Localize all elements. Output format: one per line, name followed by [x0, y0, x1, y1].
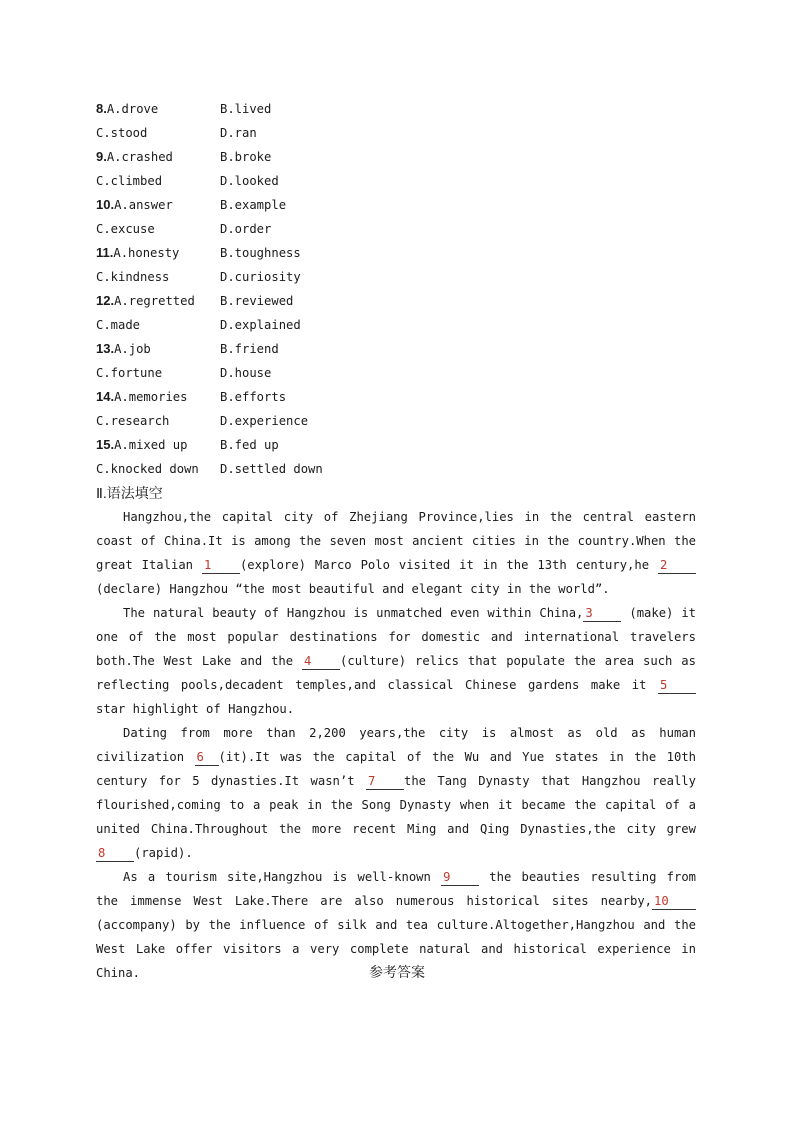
option-right: D.curiosity — [220, 270, 301, 284]
option-left — [96, 337, 151, 361]
option-text: C.kindness — [96, 270, 170, 284]
option-row — [96, 217, 696, 241]
passage-paragraph — [96, 601, 696, 721]
passage-text: the Tang Dynasty that Hangzhou really flourished,coming to a peak in the Song Dynasty when it became the capital of a united China.Throughout the more recent Ming and Qing Dynasties,the city grew — [96, 774, 696, 836]
question-number: 10. — [96, 197, 115, 212]
answer-blank[interactable]: 9 — [441, 869, 479, 886]
answer-blank[interactable]: 5 — [658, 677, 696, 694]
option-left — [96, 289, 195, 313]
answer-blank[interactable]: 8 — [96, 845, 134, 862]
option-row — [96, 241, 696, 265]
passage-text: (it).It was the capital of the Wu and Yue states in the 10th century for 5 dynasties.It wasn’t — [96, 750, 697, 788]
option-row — [96, 169, 696, 193]
question-number: 12. — [96, 293, 115, 308]
passage-text: (declare) Hangzhou “the most beautiful and elegant city in the world”. — [96, 582, 610, 596]
option-row — [96, 97, 696, 121]
answer-blank[interactable]: 1 — [202, 557, 240, 574]
option-row — [96, 457, 696, 481]
answer-blank[interactable]: 4 — [302, 653, 340, 670]
option-left — [96, 457, 199, 481]
question-number: 9. — [96, 149, 107, 164]
answer-blank[interactable]: 2 — [658, 557, 696, 574]
option-right: B.lived — [220, 102, 272, 116]
answers-title: 参考答案 — [369, 964, 425, 980]
option-right: D.experience — [220, 414, 309, 428]
option-row — [96, 409, 696, 433]
option-row — [96, 337, 696, 361]
option-right: D.order — [220, 222, 272, 236]
option-text: C.excuse — [96, 222, 155, 236]
answer-blank[interactable]: 6 — [195, 749, 219, 766]
option-left — [96, 217, 155, 241]
option-right: D.house — [220, 366, 272, 380]
option-text: A.memories — [114, 390, 188, 404]
option-text: A.job — [114, 342, 151, 356]
option-right: B.efforts — [220, 390, 287, 404]
option-row — [96, 265, 696, 289]
passage-text: Hangzhou,the capital city of Zhejiang Province,lies in the central eastern coast of China.It is among the seven most ancient cities in the country.When the great Italian — [96, 510, 696, 572]
option-right: B.broke — [220, 150, 272, 164]
question-number: 14. — [96, 389, 115, 404]
option-text: A.answer — [114, 198, 173, 212]
option-text: C.research — [96, 414, 170, 428]
passage-paragraph — [96, 721, 696, 865]
option-right: D.ran — [220, 126, 257, 140]
passage-text: (accompany) by the influence of silk and tea culture.Altogether,Hangzhou and the West Lake offer visitors a very complete natural and historical experience in China. — [96, 918, 696, 980]
option-text: A.crashed — [106, 150, 173, 164]
passage-text: As a tourism site,Hangzhou is well-known — [123, 870, 442, 884]
answer-blank[interactable]: 10 — [652, 893, 696, 910]
option-left — [96, 265, 169, 289]
passage-text: Dating from more than 2,200 years,the city is almost as old as human civilization — [96, 726, 696, 764]
option-text: C.climbed — [96, 174, 163, 188]
option-right: D.looked — [220, 174, 279, 188]
option-row — [96, 361, 696, 385]
option-text: C.stood — [96, 126, 148, 140]
option-left — [96, 193, 173, 217]
option-right: D.explained — [220, 318, 301, 332]
passage-text: The natural beauty of Hangzhou is unmatched even within China, — [123, 606, 584, 620]
passage-text: the beauties resulting from the immense West Lake.There are also numerous historical sites nearby, — [96, 870, 696, 908]
option-left — [96, 121, 147, 145]
question-number: 11. — [96, 245, 114, 260]
option-left — [96, 145, 173, 169]
option-row — [96, 193, 696, 217]
option-text: C.made — [96, 318, 141, 332]
option-text: A.regretted — [114, 294, 195, 308]
answer-blank[interactable]: 3 — [583, 605, 621, 622]
section-title: Ⅱ.语法填空 — [96, 485, 163, 501]
option-row — [96, 385, 696, 409]
option-left — [96, 241, 179, 265]
option-row — [96, 121, 696, 145]
answer-blank[interactable]: 7 — [366, 773, 404, 790]
option-row — [96, 145, 696, 169]
option-text: C.knocked down — [96, 462, 199, 476]
question-number: 13. — [96, 341, 115, 356]
passage-text: (rapid). — [134, 846, 193, 860]
passage-text: star highlight of Hangzhou. — [96, 702, 295, 716]
option-left — [96, 97, 158, 121]
option-left — [96, 385, 187, 409]
option-left — [96, 169, 162, 193]
option-text: A.drove — [106, 102, 159, 116]
option-row — [96, 313, 696, 337]
option-right: D.settled down — [220, 462, 323, 476]
option-left — [96, 409, 169, 433]
option-text: C.fortune — [96, 366, 163, 380]
passage-text: (culture) relics that populate the area such as reflecting pools,decadent temples,and classical Chinese gardens make it — [96, 654, 696, 692]
worksheet-page — [96, 97, 696, 985]
cloze-passage — [96, 505, 696, 985]
option-list — [96, 97, 696, 481]
option-row — [96, 289, 696, 313]
option-row — [96, 433, 696, 457]
passage-text: (make) it one of the most popular destinations for domestic and international travelers both.The West Lake and the — [96, 606, 696, 668]
question-number: 15. — [96, 437, 115, 452]
option-left — [96, 313, 140, 337]
option-left — [96, 361, 162, 385]
option-right: B.example — [220, 198, 287, 212]
passage-text: (explore) Marco Polo visited it in the 13th century,he — [239, 558, 658, 572]
option-right: B.reviewed — [220, 294, 294, 308]
option-left — [96, 433, 187, 457]
option-right: B.toughness — [220, 246, 301, 260]
option-text: A.mixed up — [114, 438, 188, 452]
passage-paragraph — [96, 505, 696, 601]
question-number: 8. — [96, 101, 107, 116]
option-text: A.honesty — [113, 246, 180, 260]
option-right: B.fed up — [220, 438, 279, 452]
option-right: B.friend — [220, 342, 279, 356]
